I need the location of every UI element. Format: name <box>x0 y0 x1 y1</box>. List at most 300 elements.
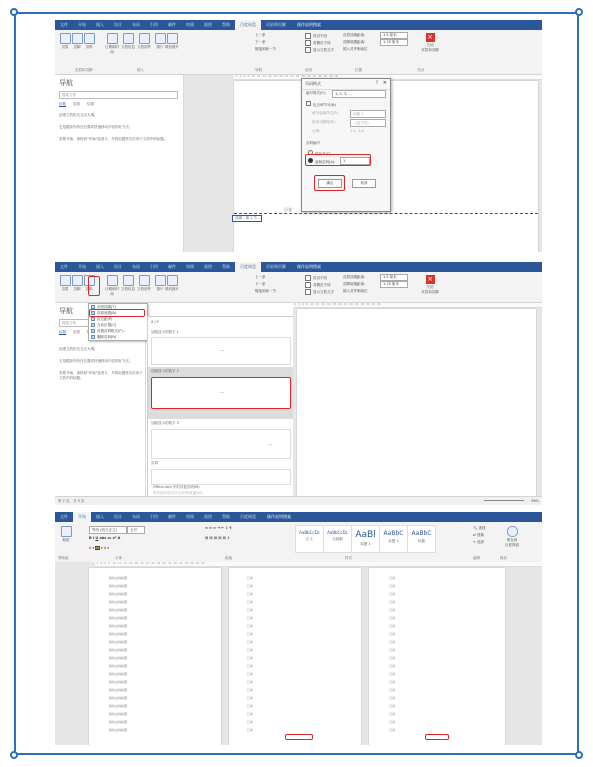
screenshot-page-number-gallery <box>55 262 542 506</box>
page-number-menu-item-5[interactable] <box>89 334 147 340</box>
page-line: 我的文档标题 <box>109 600 128 604</box>
footer-section-tag: 页脚 - 第 1 节 - <box>232 215 262 222</box>
page-number-gallery <box>147 316 295 498</box>
ribbon-group-0: 剪贴板 <box>58 556 69 560</box>
page-line: 我的文档标题 <box>109 584 128 588</box>
position-label-1: 页脚底端距离: <box>343 40 366 44</box>
gallery-label-3: 加粗显示的数字 3 <box>151 421 179 425</box>
page-line: 日光 <box>247 680 254 684</box>
page-line: 日光 <box>247 624 254 628</box>
position-label-0: 页眉顶端距离: <box>343 33 366 37</box>
document-page-middle <box>229 568 361 745</box>
option-label-1: 奇偶页不同 <box>313 41 331 45</box>
ribbon-tabbar <box>55 512 542 522</box>
highlight-gallery-item-2 <box>151 377 291 409</box>
ribbon-tabbar <box>55 20 542 30</box>
tab-4[interactable]: 布局 <box>132 264 140 269</box>
font-size-select[interactable]: 五号 <box>127 526 145 534</box>
page-line: 日光 <box>247 672 254 676</box>
tab-9[interactable]: 帮助 <box>222 514 230 519</box>
page-line: 日光 <box>389 624 396 628</box>
ribbon-button-label-7: 联机图片 <box>165 287 179 291</box>
tab-1[interactable]: 开始 <box>78 264 86 269</box>
number-format-select[interactable]: 1, 2, 3, ... <box>332 90 386 98</box>
align-buttons[interactable]: ▤ ▤ ▤ ▤ ▤ ↕ <box>205 536 231 540</box>
ribbon-button-label-2: 页码 <box>85 45 93 49</box>
ribbon-group-1: 插入 <box>137 68 144 72</box>
page-line: 日光 <box>389 712 396 716</box>
tab-6[interactable]: 邮件 <box>168 264 176 269</box>
nav-hint-3: 若要开始，请转到"开始"选项卡，并将标题样式应用于文档中的标题。 <box>59 137 168 141</box>
tell-me-search[interactable]: 操作说明搜索 <box>297 22 321 27</box>
tab-1[interactable]: 开始 <box>78 22 86 27</box>
number-format-label: 编号格式(F): <box>306 91 326 95</box>
close-label: 关闭 页眉和页脚 <box>421 285 439 294</box>
continue-radio[interactable]: 续前节(C) <box>308 150 331 157</box>
ribbon-icon-0 <box>60 33 71 44</box>
page-line: 日光 <box>389 656 396 660</box>
page-line: 我的文档标题 <box>109 624 128 628</box>
menu-item-label-5: 删除页码(R) <box>97 335 117 339</box>
navigation-pane <box>55 75 184 252</box>
highlight-start-at <box>305 154 371 166</box>
ribbon-button-label-1: 页脚 <box>73 45 81 49</box>
ribbon-button-label-6: 图片 <box>156 287 164 291</box>
page-line: 日光 <box>247 608 254 612</box>
document-page-left <box>89 568 221 745</box>
help-icon[interactable]: ? <box>375 80 378 85</box>
frame-corner <box>10 8 18 16</box>
status-bar <box>55 496 542 505</box>
style-sample-0: AaBbCcDc <box>299 530 320 535</box>
page-line: 我的文档标题 <box>109 728 128 732</box>
page-line: 我的文档标题 <box>109 616 128 620</box>
ribbon-group-2: 导航 <box>255 68 262 72</box>
separator-label: 使用分隔符(E): <box>312 120 336 124</box>
font-color-buttons[interactable]: A ▾ ab ▾ A ▾ <box>89 546 110 550</box>
document-area <box>55 562 542 745</box>
frame-corner <box>10 751 18 759</box>
document-area <box>184 75 542 252</box>
format-buttons[interactable]: B I U abc x₂ x² A <box>89 536 121 540</box>
nav-item-1[interactable]: 下一条 <box>255 282 266 286</box>
ribbon-icon-1 <box>72 275 83 286</box>
tab-10[interactable]: 百度网盘 <box>240 514 256 519</box>
nav-hint-2: 它是跟踪你所在位置或快速移动内容的好方法。 <box>59 125 133 129</box>
ribbon-button-label-6: 图片 <box>156 45 164 49</box>
highlight-ok <box>314 175 345 191</box>
page-line: 日光 <box>247 592 254 596</box>
ribbon-icon-7 <box>167 33 178 44</box>
ribbon-group-5: 保存 <box>500 556 507 560</box>
nav-tab-results[interactable]: 结果 <box>87 102 94 106</box>
style-sample-4: AaBbC <box>411 530 432 537</box>
page-line: 我的文档标题 <box>109 592 128 596</box>
tab-10[interactable]: 百度网盘 <box>235 20 261 30</box>
page-line: 日光 <box>389 696 396 700</box>
position-label-0: 页眉顶端距离: <box>343 275 366 279</box>
page-line: 日光 <box>247 648 254 652</box>
ribbon <box>55 30 542 75</box>
numbering-label: 页码编号 <box>306 141 320 145</box>
page-line: 日光 <box>247 640 254 644</box>
highlight-page-number-button <box>85 276 100 296</box>
nav-search-input[interactable]: 搜索文档 <box>59 319 143 327</box>
page-line: 我的文档标题 <box>109 720 128 724</box>
page-line: 我的文档标题 <box>109 640 128 644</box>
nav-hint-1: 创建文档的交互式大纲。 <box>59 113 98 117</box>
ribbon-group-0: 页眉和页脚 <box>75 68 93 72</box>
nav-item-0[interactable]: 上一条 <box>255 275 266 279</box>
nav-item-2[interactable]: 链接到前一节 <box>255 289 276 293</box>
document-page-right <box>369 568 505 745</box>
page-line: 日光 <box>389 648 396 652</box>
tab-4[interactable]: 布局 <box>132 22 140 27</box>
menu-item-icon <box>91 329 95 333</box>
page-line: 日光 <box>389 584 396 588</box>
tab-8[interactable]: 视图 <box>204 264 212 269</box>
tab-11[interactable]: 页眉和页脚 <box>266 22 286 27</box>
style-sample-3: AaBbC <box>383 530 404 537</box>
gallery-label-1: 加粗显示的数字 1 <box>151 330 179 334</box>
tab-7[interactable]: 审阅 <box>186 514 194 519</box>
menu-item-icon <box>91 317 95 321</box>
page-count: 第 2 页，共 3 页 <box>58 499 85 503</box>
position-value-1[interactable]: 1.75 厘米 <box>380 281 408 288</box>
style-sample-1: AaBbCcDc <box>327 530 348 535</box>
ribbon-button-3[interactable] <box>105 275 119 297</box>
style-name-2: 标题 1 <box>360 542 371 546</box>
nav-title: 导航 <box>59 79 73 87</box>
font-name-select[interactable]: 等线 (西文正文) <box>89 526 127 534</box>
option-checkbox-2[interactable] <box>305 47 334 53</box>
option-checkbox-1[interactable] <box>305 40 331 46</box>
screenshot-home-ribbon <box>55 512 542 745</box>
ribbon-icon-5 <box>139 33 150 44</box>
close-label: 关闭 页眉和页脚 <box>421 43 439 52</box>
option-label-2: 显示文档文字 <box>313 290 334 294</box>
checkbox-icon <box>305 47 311 53</box>
page-line: 日光 <box>389 592 396 596</box>
tab-1[interactable]: 开始 <box>73 512 91 522</box>
paragraph-buttons[interactable]: ≡ ≡ ≡ ⇥ ⇤ ↕ ¶ <box>205 526 232 530</box>
option-label-0: 首页不同 <box>313 34 327 38</box>
style-2[interactable] <box>351 525 380 553</box>
style-name-0: 正文 <box>306 537 313 541</box>
nav-tab-pages[interactable]: 页面 <box>73 102 80 106</box>
ribbon-icon-3 <box>107 275 118 286</box>
page-line: 日光 <box>247 712 254 716</box>
highlight-page-bottom <box>89 309 145 317</box>
zoom-slider[interactable] <box>484 500 524 501</box>
tab-10[interactable]: 百度网盘 <box>235 262 261 272</box>
gallery-item-2[interactable]: ··· <box>151 377 291 409</box>
tab-6[interactable]: 邮件 <box>168 22 176 27</box>
page-line: 日光 <box>389 720 396 724</box>
close-icon[interactable]: × <box>382 80 387 86</box>
page-line: 我的文档标题 <box>109 704 128 708</box>
style-name-3: 标题 2 <box>388 539 399 543</box>
cloud-icon <box>507 526 518 537</box>
page-line: 我的文档标题 <box>109 648 128 652</box>
page-line: 我的文档标题 <box>109 576 128 580</box>
page-line: 日光 <box>247 656 254 660</box>
style-sample-2: AaBl <box>355 530 376 540</box>
menu-item-label-3: 当前位置(C) <box>97 323 117 327</box>
ribbon-icon-4 <box>123 275 134 286</box>
nav-tab-headings[interactable]: 标题 <box>59 102 66 106</box>
gallery-item-3[interactable]: ··· <box>151 429 291 459</box>
ribbon-group-3: 样式 <box>345 556 352 560</box>
tab-0[interactable]: 文件 <box>60 514 68 519</box>
page-line: 日光 <box>247 720 254 724</box>
save-baidu-button[interactable]: 保存到 百度网盘 <box>497 526 527 548</box>
option-checkbox-1[interactable] <box>305 282 331 288</box>
tab-3[interactable]: 设计 <box>114 514 122 519</box>
nav-tab-pages[interactable]: 页面 <box>73 330 80 334</box>
ribbon-button-label-4: 文档信息 <box>121 45 135 49</box>
page-line: 日光 <box>247 688 254 692</box>
nav-hint-2: 它是跟踪你所在位置或快速移动内容的好方法。 <box>59 359 133 363</box>
nav-title: 导航 <box>59 307 73 315</box>
page-line: 日光 <box>389 672 396 676</box>
example-label: 示例: <box>312 129 321 133</box>
nav-tabs <box>59 102 101 107</box>
position-value-1[interactable]: 1.75 厘米 <box>380 39 408 46</box>
ribbon-button-5[interactable] <box>137 275 151 292</box>
menu-item-label-1: 页面底端(B) <box>97 311 117 315</box>
ribbon-button-4[interactable] <box>121 33 135 50</box>
tell-me-search[interactable]: 操作说明搜索 <box>297 264 321 269</box>
gallery-title: X / Y <box>151 320 159 324</box>
ribbon-button-7[interactable] <box>165 33 179 50</box>
tab-2[interactable]: 插入 <box>96 514 104 519</box>
replace-button[interactable]: ⇄ 替换 <box>473 533 485 537</box>
page-line: 日光 <box>389 680 396 684</box>
ribbon-button-label-3: 日期和时间 <box>105 287 119 296</box>
ribbon-button-label-7: 联机图片 <box>165 45 179 49</box>
page-line: 日光 <box>247 616 254 620</box>
checkbox-icon <box>305 40 311 46</box>
nav-item-1[interactable]: 下一条 <box>255 40 266 44</box>
page-line: 日光 <box>247 664 254 668</box>
close-icon: × <box>427 33 433 41</box>
ribbon-button-label-5: 文档部件 <box>137 287 151 291</box>
ribbon-icon-1 <box>72 33 83 44</box>
gallery-label-2: 加粗显示的数字 2 <box>151 369 179 373</box>
ribbon-icon-5 <box>139 275 150 286</box>
include-chapter-checkbox[interactable]: 包含章节号(N) <box>306 101 336 108</box>
frame-corner <box>575 751 583 759</box>
tab-7[interactable]: 审阅 <box>186 264 194 269</box>
page-line: 日光 <box>247 696 254 700</box>
page-line: 我的文档标题 <box>109 664 128 668</box>
tab-0[interactable]: 文件 <box>60 264 68 269</box>
ribbon-button-3[interactable] <box>105 33 119 55</box>
paste-button[interactable]: 粘贴 <box>59 526 73 543</box>
option-checkbox-2[interactable] <box>305 289 334 295</box>
page-line: 日光 <box>389 664 396 668</box>
page-line: 我的文档标题 <box>109 656 128 660</box>
nav-item-0[interactable]: 上一条 <box>255 33 266 37</box>
document-page <box>297 309 536 496</box>
ribbon-button-2[interactable] <box>82 33 96 50</box>
page-line: 日光 <box>389 704 396 708</box>
ribbon-group-2: 段落 <box>225 556 232 560</box>
option-checkbox-0[interactable] <box>305 275 327 281</box>
page-line: 日光 <box>247 584 254 588</box>
page-line: 我的文档标题 <box>109 688 128 692</box>
page-line: 我的文档标题 <box>109 680 128 684</box>
ribbon-button-5[interactable] <box>137 33 151 50</box>
gallery-more-link[interactable]: Office.com 中的其他页码(M) <box>153 485 200 489</box>
paste-icon <box>61 526 72 537</box>
cancel-button[interactable]: 取消 <box>352 179 376 188</box>
close-header-footer-button[interactable] <box>417 275 443 295</box>
menu-item-label-4: 设置页码格式(F)... <box>97 329 127 333</box>
style-1[interactable] <box>323 525 352 553</box>
ribbon <box>55 522 542 563</box>
tab-9[interactable]: 帮助 <box>222 264 230 269</box>
ruler: · 2 · 4 · 6 · 8 · 10 · 12 · 14 · 16 · 18 · 20 · 22 · 24 · 26 · 28 · 30 · 32 · 34 · 36 · 38 · 40 · 42 <box>95 562 542 567</box>
ribbon-button-label-3: 日期和时间 <box>105 45 119 54</box>
screenshot-page-number-format <box>55 20 542 252</box>
checkbox-icon <box>305 282 311 288</box>
position-label-2: 插入对齐制表位 <box>343 47 368 51</box>
page-line: 日光 <box>389 600 396 604</box>
page-line: 日光 <box>389 576 396 580</box>
document-area <box>293 303 542 496</box>
nav-tab-headings[interactable]: 标题 <box>59 330 66 334</box>
ribbon <box>55 272 542 303</box>
footer-divider <box>234 213 538 214</box>
ribbon-button-label-1: 页脚 <box>73 287 81 291</box>
tab-5[interactable]: 引用 <box>150 264 158 269</box>
position-value-0[interactable]: 1.5 厘米 <box>380 274 408 281</box>
option-label-1: 奇偶页不同 <box>313 283 331 287</box>
tab-3[interactable]: 设计 <box>114 264 122 269</box>
menu-item-label-2: 页边距(P) <box>97 317 113 321</box>
tab-3[interactable]: 设计 <box>114 22 122 27</box>
nav-hint-1: 创建文档的交互式大纲。 <box>59 347 98 351</box>
page-line: 我的文档标题 <box>109 712 128 716</box>
chapter-style-select[interactable]: 标题 1 <box>350 110 386 118</box>
gallery-section: 页码 <box>151 461 158 465</box>
frame-corner <box>575 8 583 16</box>
page-line: 日光 <box>389 632 396 636</box>
ruler: · 2 · 4 · 6 · 8 · 10 · 12 · 14 · 16 · 18 · 20 · 22 · 24 · 26 · 28 · 30 · 32 · 34 <box>293 303 542 308</box>
position-value-0[interactable]: 1.5 厘米 <box>380 32 408 39</box>
select-button[interactable]: ↖ 选择 <box>473 540 485 544</box>
style-0[interactable] <box>295 525 324 553</box>
menu-item-icon <box>91 323 95 327</box>
separator-select[interactable]: - (连字符) <box>350 119 386 127</box>
ribbon-icon-3 <box>107 33 118 44</box>
checkbox-icon <box>305 289 311 295</box>
page-line: 日光 <box>389 728 396 732</box>
ribbon-icon-4 <box>123 33 134 44</box>
position-label-1: 页脚底端距离: <box>343 282 366 286</box>
nav-search-input[interactable]: 搜索文档 <box>59 91 178 99</box>
ribbon-button-label-4: 文档信息 <box>121 287 135 291</box>
tell-me-search[interactable]: 操作说明搜索 <box>267 514 291 519</box>
tab-8[interactable]: 视图 <box>204 514 212 519</box>
tab-0[interactable]: 文件 <box>60 22 68 27</box>
ribbon-group-5: 关闭 <box>417 68 424 72</box>
close-icon: × <box>427 275 433 283</box>
dialog-title: 页码格式 <box>302 79 390 90</box>
ribbon-group-4: 位置 <box>355 68 362 72</box>
page-line: 日光 <box>247 728 254 732</box>
ribbon-button-7[interactable] <box>165 275 179 292</box>
style-3[interactable] <box>379 525 408 553</box>
tab-8[interactable]: 视图 <box>204 22 212 27</box>
page-line: 日光 <box>247 632 254 636</box>
ribbon-icon-6 <box>155 33 166 44</box>
checkbox-icon <box>305 275 311 281</box>
ribbon-button-label-0: 页眉 <box>61 45 69 49</box>
ribbon-button-label-2: 页码 <box>85 287 93 291</box>
page-line: 日光 <box>247 704 254 708</box>
ribbon-icon-6 <box>155 275 166 286</box>
ribbon-icon-0 <box>60 275 71 286</box>
page-line: 日光 <box>389 688 396 692</box>
tab-11[interactable]: 页眉和页脚 <box>266 264 286 269</box>
page-number-format-dialog <box>301 78 391 212</box>
style-4[interactable] <box>407 525 436 553</box>
ribbon-icon-2 <box>84 33 95 44</box>
tab-4[interactable]: 布局 <box>132 514 140 519</box>
ribbon-button-label-0: 页眉 <box>61 287 69 291</box>
checkbox-icon <box>305 33 311 39</box>
page-line: 日光 <box>389 616 396 620</box>
highlight-footer-middle <box>285 734 313 740</box>
ribbon-group-1: 字体 <box>115 556 122 560</box>
ok-button[interactable]: 确定 <box>318 179 342 188</box>
page-line: 日光 <box>247 576 254 580</box>
ribbon-button-4[interactable] <box>121 275 135 292</box>
highlight-footer-right <box>425 734 449 740</box>
tab-2[interactable]: 插入 <box>96 22 104 27</box>
tab-6[interactable]: 邮件 <box>168 514 176 519</box>
menu-item-label-0: 页面顶端(T) <box>97 305 116 309</box>
tab-9[interactable]: 帮助 <box>222 22 230 27</box>
chapter-style-label: 章节起始样式(P) <box>312 111 338 115</box>
close-header-footer-button[interactable] <box>417 33 443 53</box>
gallery-item-4[interactable] <box>151 469 291 485</box>
style-name-4: 标题 <box>418 539 425 543</box>
tab-2[interactable]: 插入 <box>96 264 104 269</box>
page-line: 日光 <box>247 600 254 604</box>
page-line: 我的文档标题 <box>109 608 128 612</box>
gallery-save-selection[interactable]: 将所选内容另存为页码(底端)(S) <box>153 491 203 495</box>
ribbon-group-4: 编辑 <box>473 556 480 560</box>
nav-item-2[interactable]: 链接到前一节 <box>255 47 276 51</box>
page-text: 日光 <box>284 207 292 212</box>
menu-item-icon <box>91 335 95 339</box>
find-button[interactable]: 🔍 查找 <box>473 526 486 530</box>
tab-5[interactable]: 引用 <box>150 514 158 519</box>
tab-5[interactable]: 引用 <box>150 22 158 27</box>
option-checkbox-0[interactable] <box>305 33 327 39</box>
zoom-level: 96% <box>531 499 539 503</box>
page-line: 日光 <box>389 608 396 612</box>
start-at-radio[interactable]: 起始页码(A): <box>308 158 335 165</box>
start-at-input[interactable]: 1 <box>340 157 370 165</box>
gallery-item-1[interactable]: ··· <box>151 337 291 365</box>
option-label-0: 首页不同 <box>313 276 327 280</box>
tab-7[interactable]: 审阅 <box>186 22 194 27</box>
